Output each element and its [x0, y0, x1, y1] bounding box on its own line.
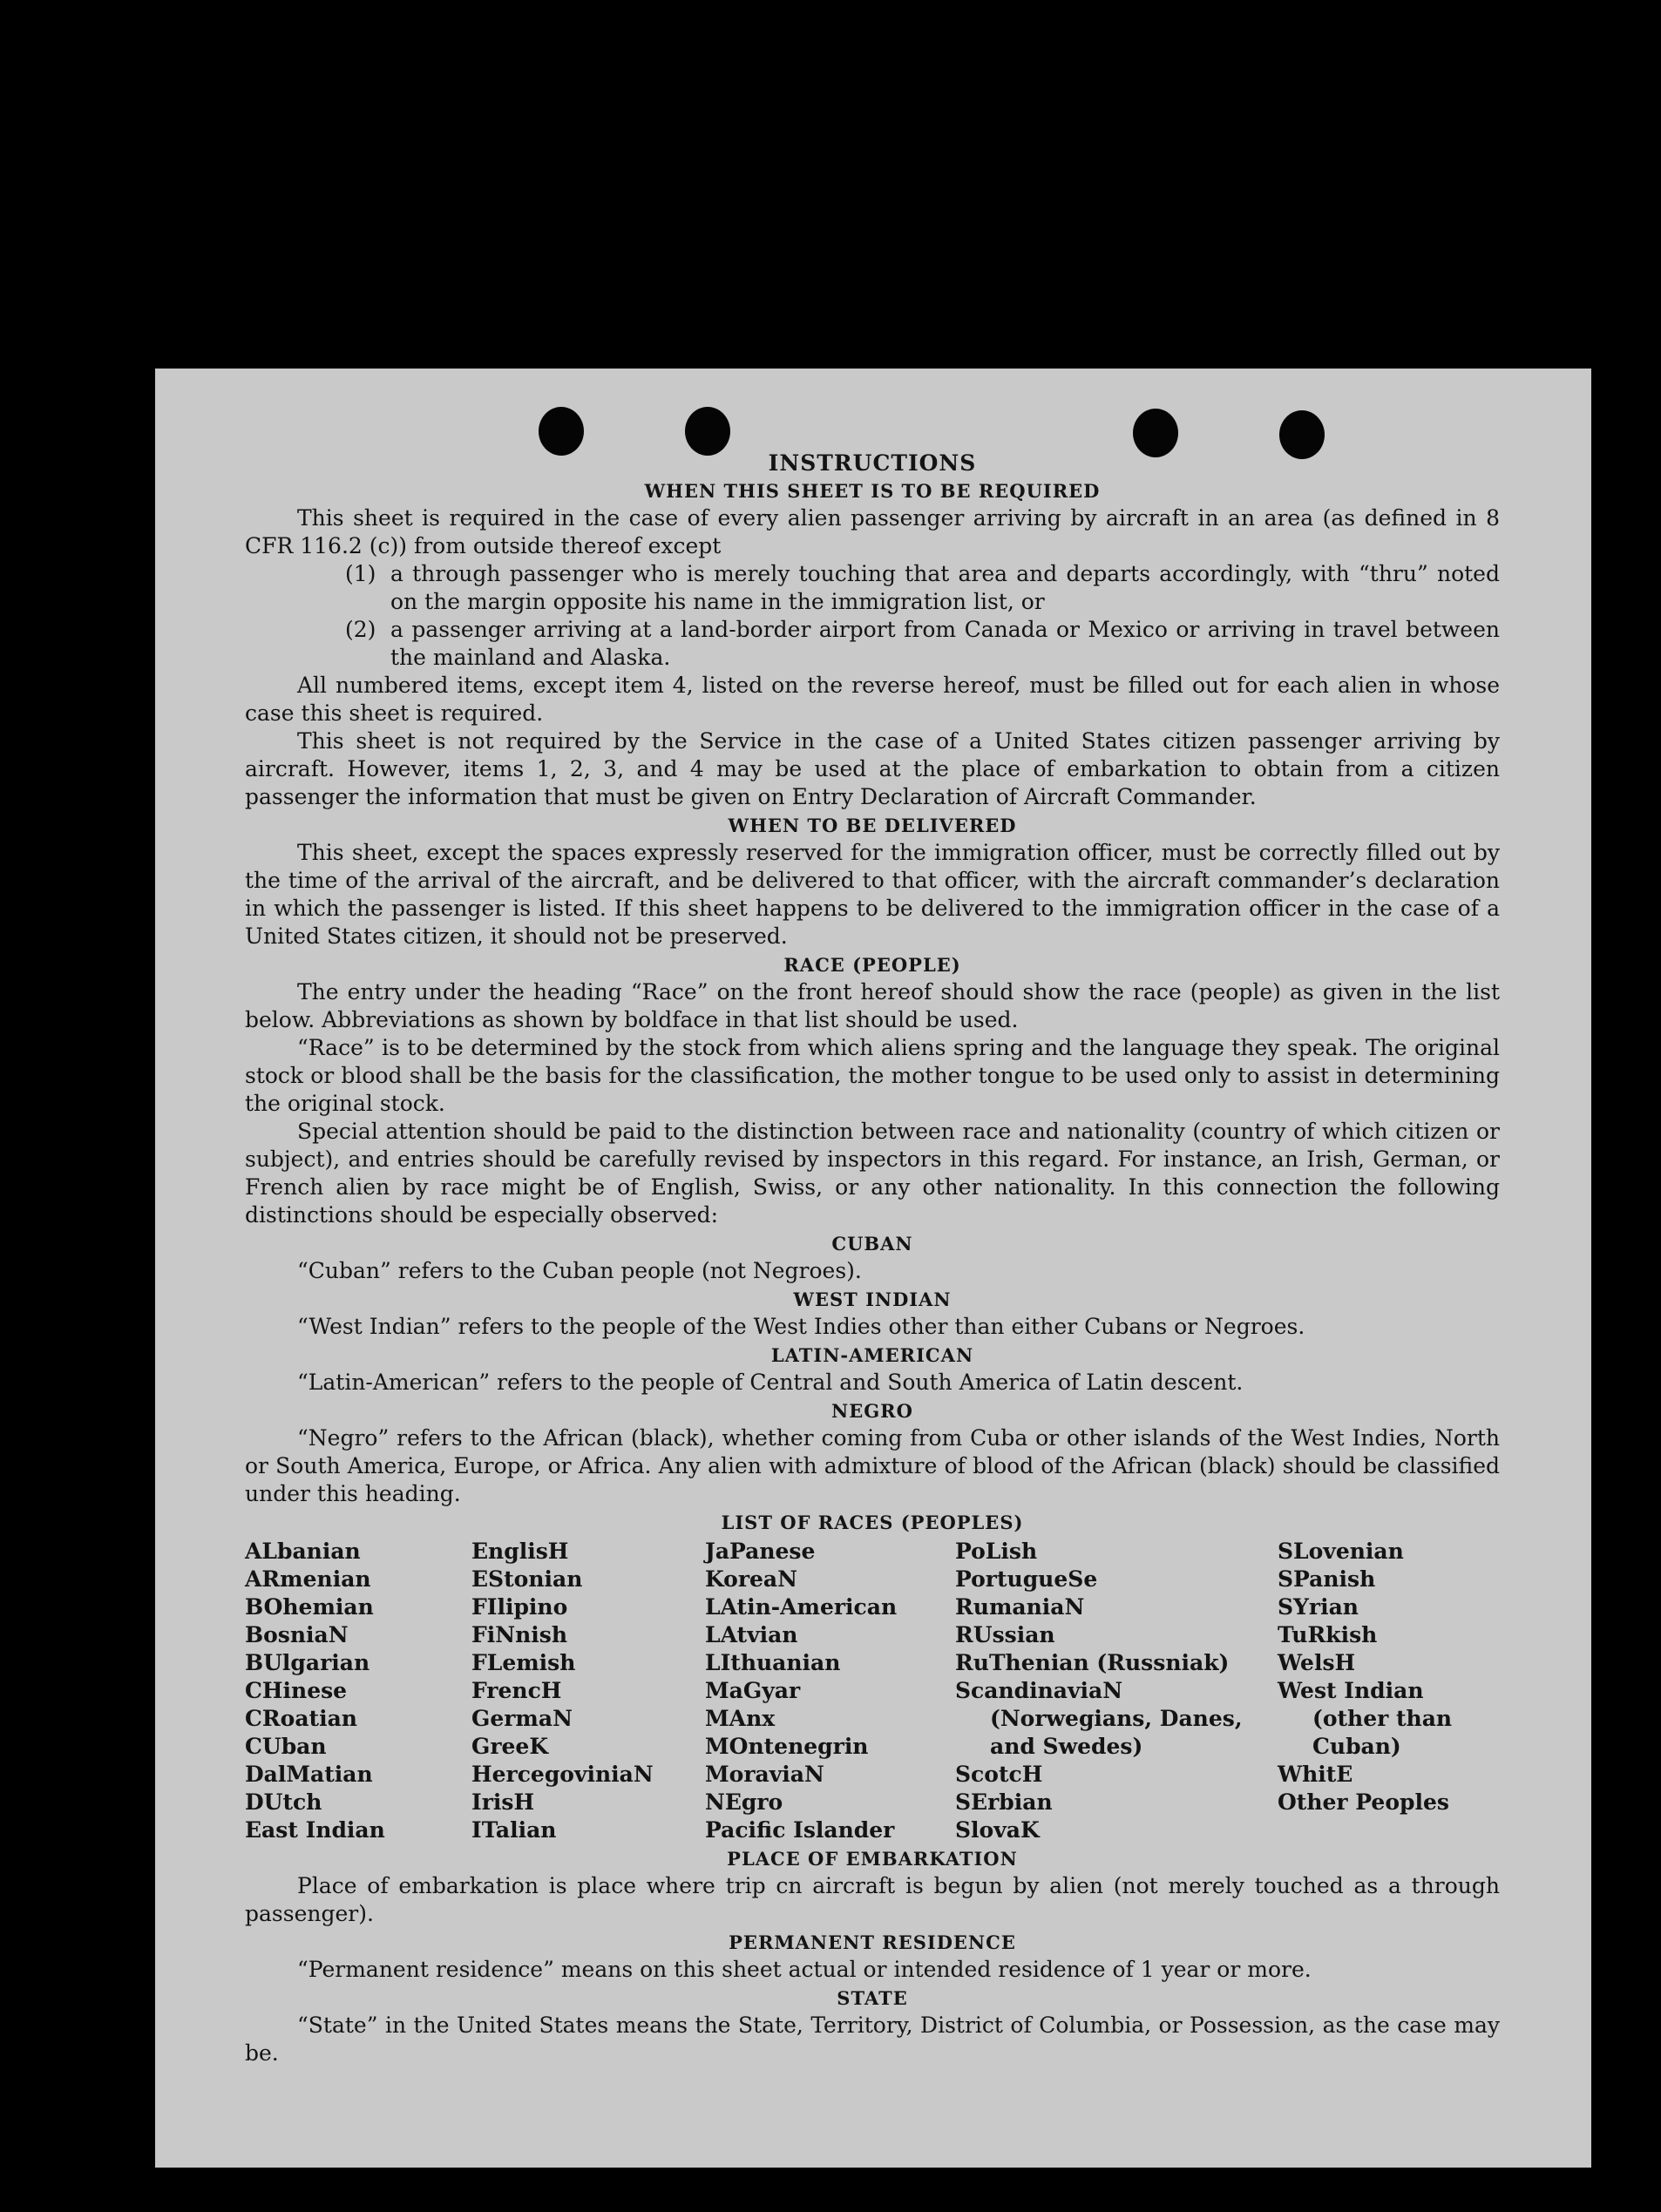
races-column — [245, 1538, 471, 1844]
race-item: FLemish — [471, 1650, 576, 1675]
races-column — [705, 1538, 955, 1844]
paragraph: All numbered items, except item 4, listed on the reverse hereof, must be filled out for each alien in whose case this sheet is required. — [245, 673, 1500, 726]
heading-when-required: WHEN THIS SHEET IS TO BE REQUIRED — [644, 480, 1101, 502]
paragraph: “Negro” refers to the African (black), whether coming from Cuba or other islands of the West Indies, North or South America, Europe, or Africa. Any alien with admixture of blood of the African (black) should be classified under this heading. — [245, 1425, 1500, 1506]
race-item: JaPanese — [705, 1539, 816, 1564]
race-item: PortugueSe — [955, 1566, 1098, 1592]
item-number: (1) — [345, 561, 376, 586]
races-list — [245, 1538, 1500, 1844]
race-item: LAtvian — [705, 1622, 798, 1647]
race-item: SLovenian — [1278, 1539, 1404, 1564]
race-item: BosniaN — [245, 1622, 349, 1647]
race-item: SYrian — [1278, 1594, 1359, 1620]
heading-when-delivered: WHEN TO BE DELIVERED — [728, 815, 1017, 836]
race-item: ARmenian — [245, 1566, 371, 1592]
race-item: CUban — [245, 1734, 327, 1759]
paragraph: This sheet is required in the case of every alien passenger arriving by aircraft in an area (as defined in 8 CFR 116.2 (c)) from outside thereof except — [245, 505, 1500, 558]
race-item: PoLish — [955, 1539, 1038, 1564]
paragraph: “West Indian” refers to the people of the West Indies other than either Cubans or Negroes. — [297, 1314, 1305, 1339]
races-column — [1278, 1538, 1500, 1844]
race-item: DUtch — [245, 1789, 322, 1815]
page-title: INSTRUCTIONS — [768, 450, 977, 476]
paragraph: Place of embarkation is place where trip cn aircraft is begun by alien (not merely touched as a through passenger). — [245, 1873, 1500, 1926]
list-item — [245, 616, 1500, 672]
race-item: NEgro — [705, 1789, 783, 1815]
paragraph: Special attention should be paid to the distinction between race and nationality (country of which citizen or subject), and entries should be carefully revised by inspectors in this regard. For instance, an Irish, German, or French alien by race might be of English, Swiss, or any other nationality. In this connection the following distinctions should be especially observed: — [245, 1119, 1500, 1228]
race-item: LAtin-American — [705, 1594, 898, 1620]
race-item: ALbanian — [245, 1539, 361, 1564]
races-column — [471, 1538, 705, 1844]
paragraph: “Latin-American” refers to the people of Central and South America of Latin descent. — [297, 1370, 1244, 1395]
race-item: GreeK — [471, 1734, 549, 1759]
document-sheet — [155, 369, 1591, 2168]
race-item: TuRkish — [1278, 1622, 1378, 1647]
heading-negro: NEGRO — [831, 1400, 913, 1422]
list-item — [245, 560, 1500, 616]
race-item: MaGyar — [705, 1678, 801, 1703]
race-item: DalMatian — [245, 1762, 373, 1787]
paragraph: This sheet, except the spaces expressly reserved for the immigration officer, must be correctly filled out by the time of the arrival of the aircraft, and be delivered to that officer, with the aircraft commander’s declaration in which the passenger is listed. If this sheet happens to be delivered to the immigration officer in the case of a United States citizen, it should not be preserved. — [245, 840, 1500, 949]
race-item: BOhemian — [245, 1594, 374, 1620]
race-item: MOntenegrin — [705, 1734, 869, 1759]
item-text: a passenger arriving at a land-border airport from Canada or Mexico or arriving in travel between the mainland and Alaska. — [390, 617, 1500, 670]
race-item: MAnx — [705, 1706, 776, 1731]
race-item: ScandinaviaN (Norwegians, Danes, and Swedes) — [955, 1678, 1243, 1759]
paragraph: This sheet is not required by the Service in the case of a United States citizen passenger arriving by aircraft. However, items 1, 2, 3, and 4 may be used at the place of embarkation to obtain from a citizen passenger the information that must be given on Entry Declaration of Aircraft Commander. — [245, 728, 1500, 809]
race-item: Other Peoples — [1278, 1789, 1449, 1815]
heading-west-indian: WEST INDIAN — [793, 1289, 952, 1310]
race-item: CHinese — [245, 1678, 348, 1703]
race-item: MoraviaN — [705, 1762, 824, 1787]
race-item: WelsH — [1278, 1650, 1356, 1675]
race-item: LIthuanian — [705, 1650, 841, 1675]
race-item: West Indian (other than Cuban) — [1278, 1678, 1453, 1759]
paragraph: “State” in the United States means the State, Territory, District of Columbia, or Possession, as the case may be. — [245, 2012, 1500, 2066]
race-item: ITalian — [471, 1817, 557, 1843]
heading-state: STATE — [837, 1987, 908, 2009]
race-item: Pacific Islander — [705, 1817, 895, 1843]
heading-place-of-embarkation: PLACE OF EMBARKATION — [727, 1848, 1018, 1870]
race-item: SPanish — [1278, 1566, 1376, 1592]
race-item: BUlgarian — [245, 1650, 370, 1675]
paragraph: “Permanent residence” means on this sheet actual or intended residence of 1 year or more. — [297, 1957, 1312, 1982]
race-item: IrisH — [471, 1789, 535, 1815]
race-item: FIlipino — [471, 1594, 568, 1620]
race-item: KoreaN — [705, 1566, 797, 1592]
heading-list-of-races: LIST OF RACES (PEOPLES) — [721, 1512, 1024, 1533]
race-item: EStonian — [471, 1566, 583, 1592]
race-item: SlovaK — [955, 1817, 1040, 1843]
paragraph: The entry under the heading “Race” on the front hereof should show the race (people) as given in the list below. Abbreviations as shown by boldface in that list should be used. — [245, 979, 1500, 1032]
paragraph: “Cuban” refers to the Cuban people (not Negroes). — [297, 1258, 862, 1283]
race-item: RUssian — [955, 1622, 1055, 1647]
heading-permanent-residence: PERMANENT RESIDENCE — [729, 1931, 1016, 1953]
race-item: East Indian — [245, 1817, 385, 1843]
paragraph: “Race” is to be determined by the stock from which aliens spring and the language they speak. The original stock or blood shall be the basis for the classification, the mother tongue to be used only to assist in determining the original stock. — [245, 1035, 1500, 1116]
races-column — [955, 1538, 1278, 1844]
heading-race: RACE (PEOPLE) — [783, 954, 961, 976]
race-item: EnglisH — [471, 1539, 569, 1564]
heading-cuban: CUBAN — [831, 1233, 913, 1255]
heading-latin-american: LATIN-AMERICAN — [770, 1344, 974, 1366]
race-item: RuThenian (Russniak) — [955, 1650, 1230, 1675]
race-item: WhitE — [1278, 1762, 1353, 1787]
race-item: FiNnish — [471, 1622, 568, 1647]
race-item: ScotcH — [955, 1762, 1043, 1787]
race-item: RumaniaN — [955, 1594, 1085, 1620]
item-number: (2) — [345, 617, 376, 642]
race-item: GermaN — [471, 1706, 573, 1731]
race-item: SErbian — [955, 1789, 1053, 1815]
race-item: FrencH — [471, 1678, 562, 1703]
race-item: HercegoviniaN — [471, 1762, 654, 1787]
instructions-content — [245, 449, 1500, 2067]
race-item: CRoatian — [245, 1706, 357, 1731]
item-text: a through passenger who is merely touching that area and departs accordingly, with “thru” noted on the margin opposite his name in the immigration list, or — [390, 561, 1500, 614]
